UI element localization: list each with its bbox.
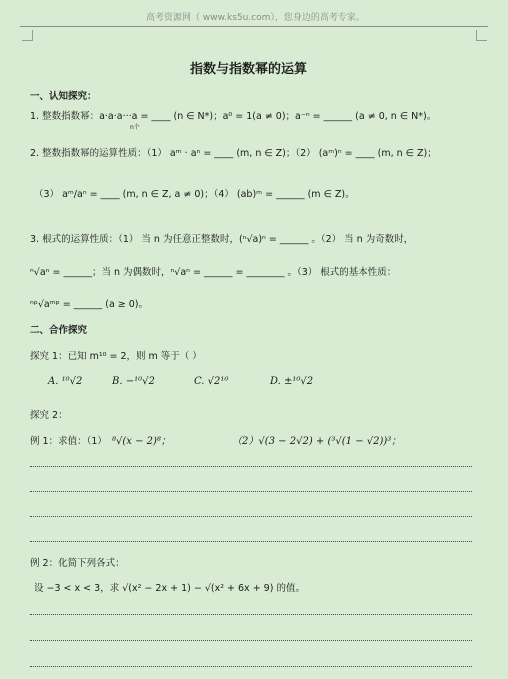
example-1-part-1: ⁸√(x − 2)⁸； xyxy=(112,436,171,447)
item-3-radical-line-b: ⁿ√aⁿ = ______；当 n 为偶数时，ⁿ√aⁿ = ______ = ________ 。（3） 根式的基本性质： xyxy=(30,267,397,278)
option-b: B. −¹⁰√2 xyxy=(112,376,155,387)
explore-1-question: 探究 1：已知 m¹⁰ = 2，则 m 等于（ ） xyxy=(30,351,202,362)
example-1-part-2: （2）√(3 − 2√2) + (³√(1 − √2))³； xyxy=(232,436,402,447)
explore-2-label: 探究 2： xyxy=(30,410,68,421)
item-3-radical-line-c: ⁿᵖ√aᵐᵖ = ______ (a ≥ 0)。 xyxy=(30,299,149,310)
answer-line xyxy=(30,541,472,542)
header-rule xyxy=(20,26,488,27)
answer-line xyxy=(30,491,472,492)
corner-mark-top-right xyxy=(476,30,487,41)
answer-line xyxy=(30,466,472,467)
example-1-label: 例 1：求值：（1） xyxy=(30,436,107,447)
option-d: D. ±¹⁰√2 xyxy=(270,376,314,387)
header-site-text: 高考资源网（ www.ks5u.com），您身边的高考专家。 xyxy=(146,13,365,23)
section-2-heading: 二、合作探究 xyxy=(30,325,88,336)
answer-line xyxy=(30,516,472,517)
page-title: 指数与指数幂的运算 xyxy=(190,62,308,77)
answer-line xyxy=(30,666,472,667)
item-2-properties-line-a: 2. 整数指数幂的运算性质：（1） aᵐ · aⁿ = ____ (m, n ∈ Z)；（2） (aᵐ)ⁿ = ____ (m, n ∈ Z)； xyxy=(30,148,437,159)
example-2-expression: 设 −3 < x < 3，求 √(x² − 2x + 1) − √(x² + 6x + 9) 的值。 xyxy=(34,583,305,594)
option-a: A. ¹⁰√2 xyxy=(48,376,83,387)
answer-line xyxy=(30,614,472,615)
section-1-heading: 一、认知探究： xyxy=(30,91,97,102)
item-1-underbrace-label: n个 xyxy=(130,124,140,131)
option-c: C. √2¹⁰ xyxy=(194,376,229,387)
item-1-integer-exponent: 1. 整数指数幂：a·a·a···a = ____ (n ∈ N*)；a⁰ = 1(a ≠ 0)；a⁻ⁿ = ______ (a ≠ 0, n ∈ N*)。 xyxy=(30,111,437,122)
item-3-radical-line-a: 3. 根式的运算性质：（1） 当 n 为任意正整数时，(ⁿ√a)ⁿ = ______ 。（2） 当 n 为奇数时， xyxy=(30,234,414,245)
corner-mark-top-left xyxy=(22,30,33,41)
example-2-label: 例 2：化简下列各式： xyxy=(30,558,125,569)
item-2-properties-line-b: （3） aᵐ/aⁿ = ____ (m, n ∈ Z, a ≠ 0)；（4） (ab)ᵐ = ______ (m ∈ Z)。 xyxy=(34,189,355,200)
answer-line xyxy=(30,640,472,641)
